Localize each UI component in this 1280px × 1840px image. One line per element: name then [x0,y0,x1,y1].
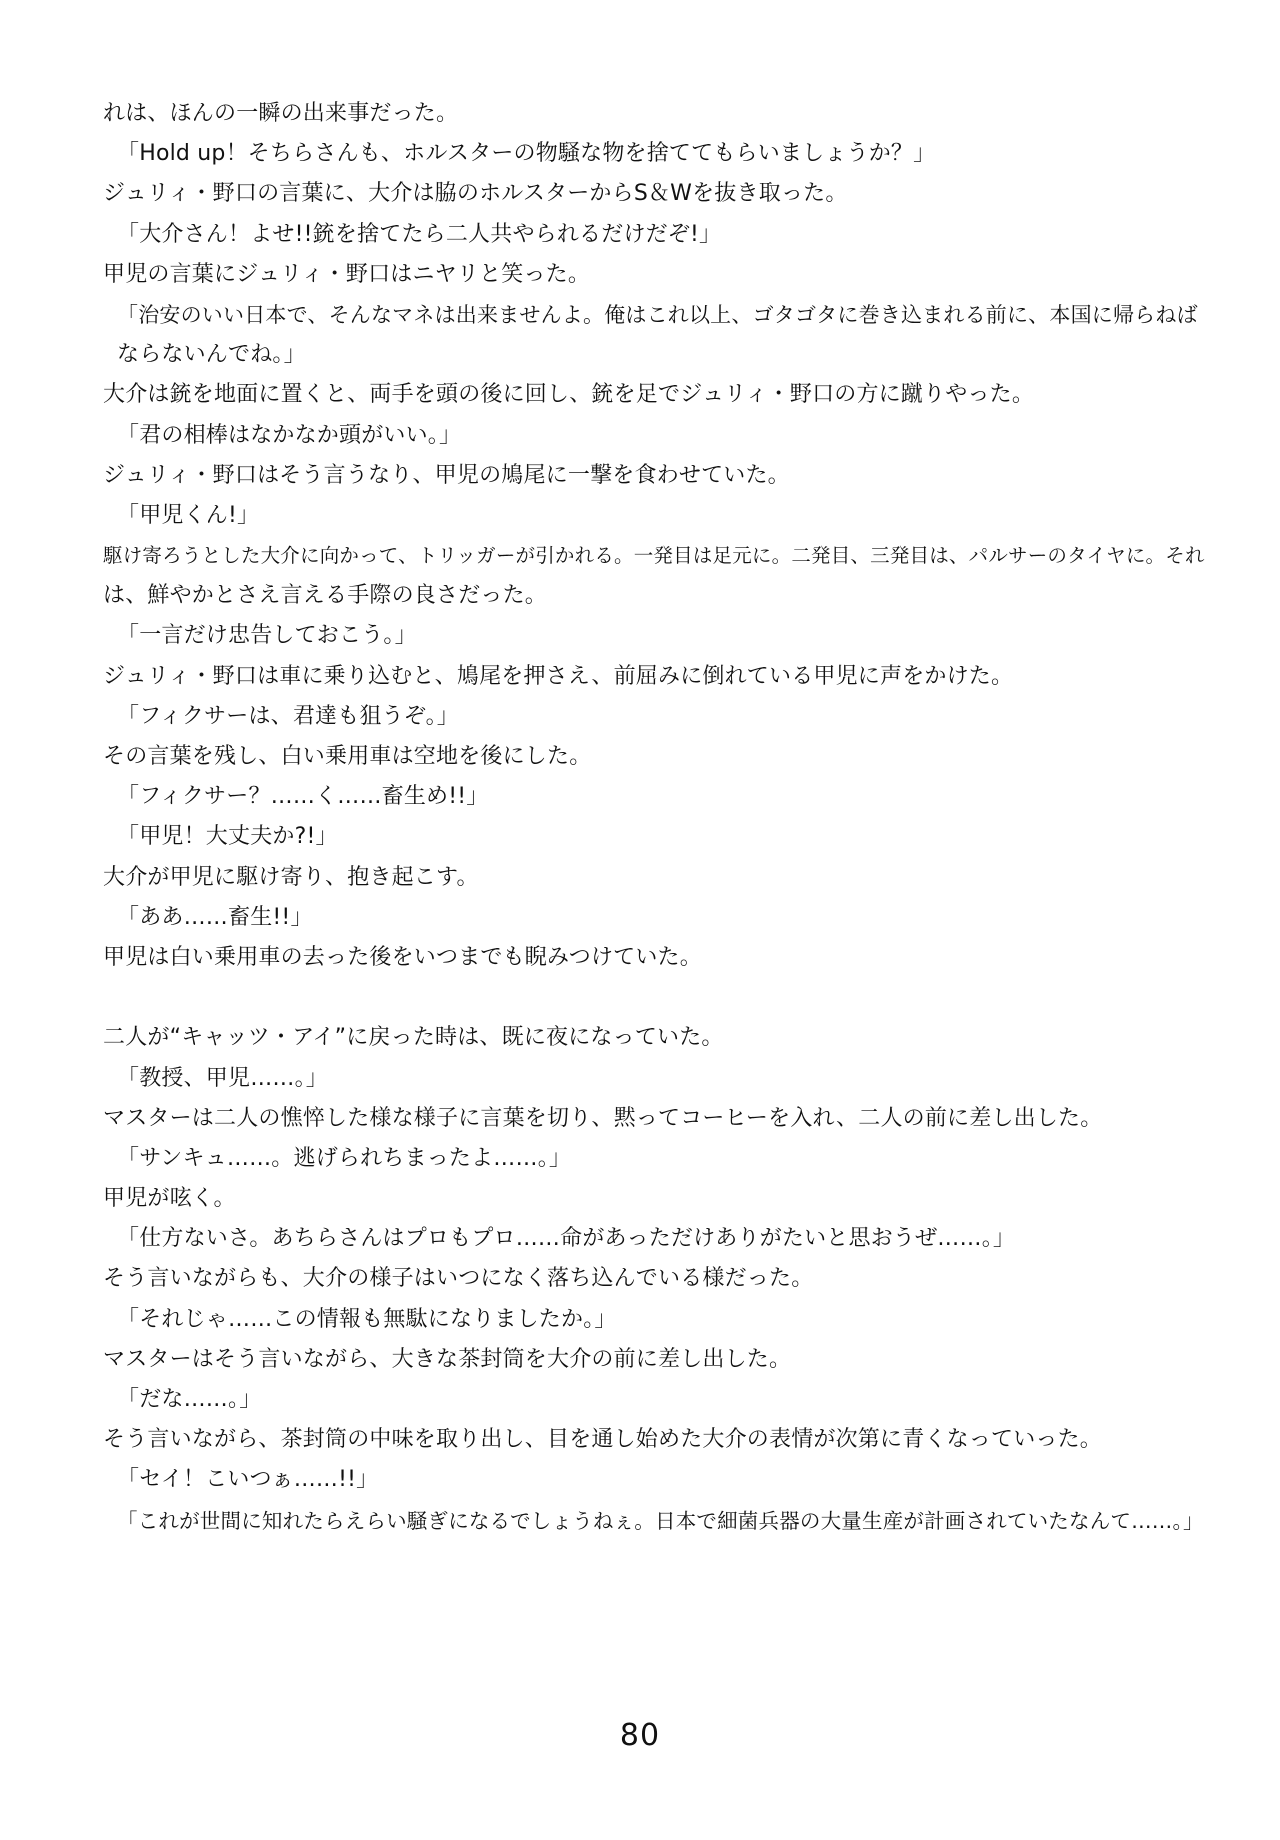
text-line: 「サンキュ……。逃げられちまったよ……。」 [117,1145,572,1171]
text-line: 「Hold up！そちらさんも、ホルスターの物騒な物を捨ててもらいましょうか？」 [117,141,936,167]
text-line: その言葉を残し、白い乗用車は空地を後にした。 [103,744,592,769]
text-line: 「セイ！こいつぁ……!!」 [117,1467,379,1493]
text-line: 「治安のいい日本で、そんなマネは出来ませんよ。俺はこれ以上、ゴタゴタに巻き込まれる前に、本国に帰らねば [117,302,1198,327]
text-line: 「ああ……畜生!!」 [117,904,313,930]
text-line: は、鮮やかとさえ言える手際の良さだった。 [103,583,548,609]
text-line: 「フィクサー？……く……畜生め!!」 [117,784,489,810]
section-break [103,978,1213,1018]
text-line: マスターは二人の憔悴した様な様子に言葉を切り、黙ってコーヒーを入れ、二人の前に差し出した。 [103,1105,1103,1131]
text-line: 「だな……。」 [117,1387,262,1412]
page-number: 80 [619,1718,661,1753]
text-line: マスターはそう言いながら、大きな茶封筒を大介の前に差し出した。 [103,1346,792,1372]
text-line: ジュリィ・野口は車に乗り込むと、鳩尾を押さえ、前屈みに倒れている甲児に声をかけた。 [103,663,1014,689]
text-line: ならないんでね。」 [117,342,306,368]
text-line: れは、ほんの一瞬の出来事だった。 [103,101,459,126]
text-line: 「君の相棒はなかなか頭がいい。」 [117,422,462,448]
text-line: 「甲児！大丈夫か?!」 [117,824,338,850]
text-line: ジュリィ・野口の言葉に、大介は脇のホルスターからS＆Wを抜き取った。 [103,181,848,207]
text-line: 「仕方ないさ。あちらさんはプロもプロ……命があっただけありがたいと思おうぜ……。」 [117,1226,1016,1252]
text-line: そう言いながらも、大介の様子はいつになく落ち込んでいる様だった。 [103,1266,814,1292]
text-line: 「これが世間に知れたらえらい騒ぎになるでしょうねぇ。日本で細菌兵器の大量生産が計画されていたなんて……。」 [117,1508,1204,1533]
text-line: 大介が甲児に駆け寄り、抱き起こす。 [103,864,479,890]
text-line: 「大介さん！よせ!!銃を捨てたら二人共やられるだけだぞ!」 [117,221,722,247]
text-line: 甲児の言葉にジュリィ・野口はニヤリと笑った。 [103,261,591,287]
text-line: 甲児が呟く。 [103,1186,236,1212]
text-line: 駆け寄ろうとした大介に向かって、トリッガーが引かれる。一発目は足元に。二発目、三発目は、パルサーのタイヤに。それ [103,544,1205,568]
text-line: 甲児は白い乗用車の去った後をいつまでも睨みつけていた。 [103,944,702,970]
text-line: 「フィクサーは、君達も狙うぞ。」 [117,703,460,729]
text-line: 「一言だけ忠告しておこう。」 [117,623,417,649]
text-line: 「教授、甲児……。」 [117,1065,329,1091]
text-line: ジュリィ・野口はそう言うなり、甲児の鳩尾に一撃を食わせていた。 [103,462,790,488]
text-line: 「それじゃ……この情報も無駄になりましたか。」 [117,1306,617,1332]
text-line: 大介は銃を地面に置くと、両手を頭の後に回し、銃を足でジュリィ・野口の方に蹴りやった。 [103,382,1035,408]
text-line: 二人が“キャッツ・アイ”に戻った時は、既に夜になっていた。 [103,1025,724,1051]
text-line: 「甲児くん!」 [117,502,260,528]
body-text [103,94,1213,1541]
text-line: そう言いながら、茶封筒の中味を取り出し、目を通し始めた大介の表情が次第に青くなっていった。 [103,1427,1103,1453]
